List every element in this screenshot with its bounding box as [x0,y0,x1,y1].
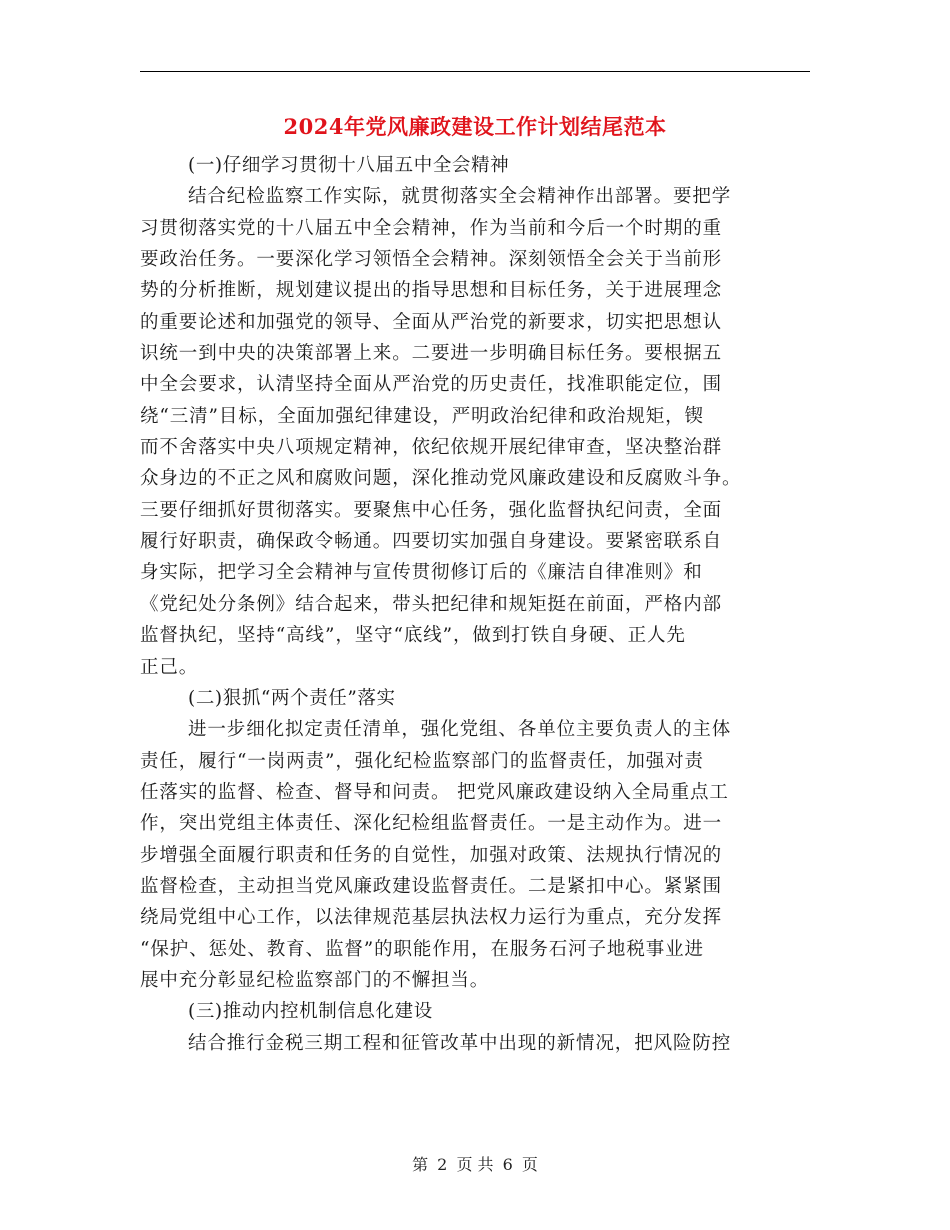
section-heading: (二)狠抓“两个责任”落实 [188,687,396,709]
footer-suffix: 页 [521,1155,538,1174]
section-heading: (一)仔细学习贯彻十八届五中全会精神 [188,155,510,176]
body-line: 身实际，把学习全会精神与宣传贯彻修订后的《廉洁自律准则》和 [140,562,703,584]
body-line: 正己。 [140,656,199,678]
body-line: 识统一到中央的决策部署上来。二要进一步明确目标任务。要根据五 [140,343,723,365]
body-line: 结合推行金税三期工程和征管改革中出现的新情况，把风险防控 [188,1032,732,1054]
body-line: 监督执纪，坚持“高线”，坚守“底线”，做到打铁自身硬、正人先 [140,625,686,647]
body-line: 要政治任务。一要深化学习领悟全会精神。深刻领悟全会关于当前形 [140,249,723,271]
body-line: 《党纪处分条例》结合起来，带头把纪律和规矩挺在前面，严格内部 [140,593,723,615]
footer-prefix: 第 [412,1155,429,1174]
body-line: 绕局党组中心工作，以法律规范基层执法权力运行为重点，充分发挥 [140,907,723,929]
body-line: 势的分析推断，规划建议提出的指导思想和目标任务，关于进展理念 [140,280,723,302]
document-body [140,150,810,1059]
body-line: 绕“三清”目标，全面加强纪律建设，严明政治纪律和政治规矩，锲 [140,405,704,427]
footer-current-page: 2 [437,1155,448,1174]
header-rule [140,71,810,72]
body-line: 作，突出党组主体责任、深化纪检组监督责任。一是主动作为。进一 [140,813,723,835]
document-title: 2024年党风廉政建设工作计划结尾范本 [283,114,667,139]
body-line: 履行好职责，确保政令畅通。四要切实加强自身建设。要紧密联系自 [140,531,723,553]
body-line: 监督检查，主动担当党风廉政建设监督责任。二是紧扣中心。紧紧围 [140,875,723,897]
body-line: 责任，履行“一岗两责”，强化纪检监察部门的监督责任，加强对责 [140,750,704,772]
body-line: 而不舍落实中央八项规定精神，依纪依规开展纪律审查，坚决整治群 [140,437,723,459]
body-line: 结合纪检监察工作实际，就贯彻落实全会精神作出部署。要把学 [188,186,732,208]
body-line: 展中充分彰显纪检监察部门的不懈担当。 [140,969,490,991]
footer-middle: 页 共 [456,1155,494,1174]
page-footer [0,1154,950,1176]
section-heading: (三)推动内控机制信息化建设 [188,1001,433,1023]
body-line: 任落实的监督、检查、督导和问责。 把党风廉政建设纳入全局重点工 [140,781,729,803]
body-line: 的重要论述和加强党的领导、全面从严治党的新要求，切实把思想认 [140,311,723,333]
body-line: 三要仔细抓好贯彻落实。要聚焦中心任务，强化监督执纪问责，全面 [140,499,723,521]
body-line: 步增强全面履行职责和任务的自觉性，加强对政策、法规执行情况的 [140,844,723,866]
body-line: 中全会要求，认清坚持全面从严治党的历史责任，找准职能定位，围 [140,374,723,396]
footer-total-pages: 6 [502,1155,513,1174]
body-line: 众身边的不正之风和腐败问题，深化推动党风廉政建设和反腐败斗争。 [140,468,742,490]
body-line: “保护、惩处、教育、监督”的职能作用，在服务石河子地税事业进 [140,938,704,960]
body-line: 进一步细化拟定责任清单，强化党组、各单位主要负责人的主体 [188,719,732,741]
body-line: 习贯彻落实党的十八届五中全会精神，作为当前和今后一个时期的重 [140,217,723,239]
